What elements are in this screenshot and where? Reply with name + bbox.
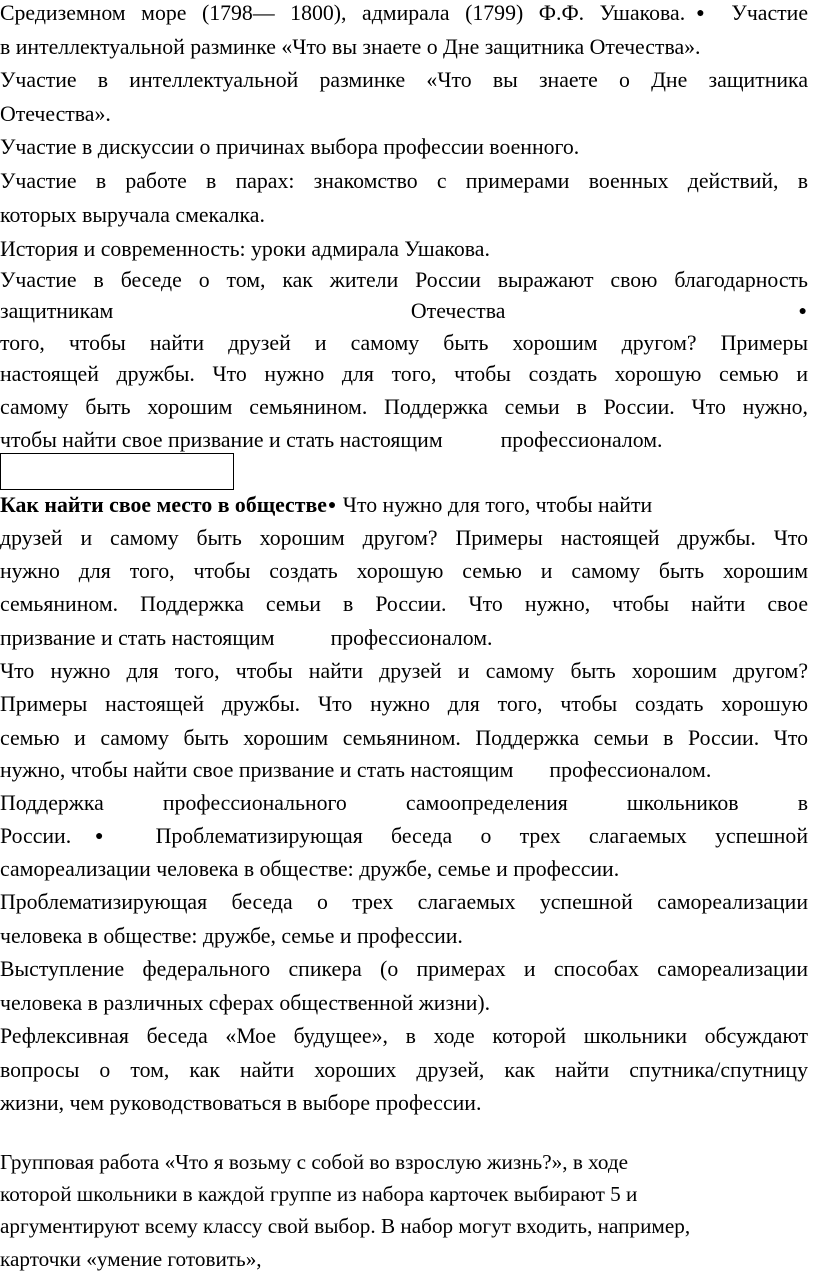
text-run: Проблематизирующая беседа о трех слагаемых успешной самореализации: [0, 890, 808, 914]
text-line: [0, 263, 808, 297]
text-run: самореализации человека в обществе: дружбе, семье и профессии.: [0, 857, 620, 881]
text-run: Участие в беседе о том, как жители России выражают свою благодарность: [0, 268, 808, 292]
text-run: которых выручала смекалка.: [0, 203, 265, 227]
text-line: [0, 852, 808, 886]
text-line: [0, 357, 808, 391]
text-line: [0, 294, 808, 328]
text-line: [0, 521, 808, 555]
text-run: Поддержка профессионального самоопределения школьников в: [0, 791, 808, 815]
text-line: [0, 198, 808, 232]
text-line: [0, 1209, 808, 1243]
text-run: жизни, чем руководствоваться в выборе профессии.: [0, 1091, 482, 1115]
text-run: Рефлексивная беседа «Мое будущее», в ходе которой школьники обсуждают: [0, 1024, 808, 1048]
text-line: [0, 1145, 808, 1179]
text-run: Участие в работе в парах: знакомство с примерами военных действий, в: [0, 169, 808, 193]
text-line: [0, 63, 808, 97]
text-line: [0, 97, 808, 131]
text-run: друзей и самому быть хорошим другом? Примеры настоящей дружбы. Что: [0, 526, 808, 550]
text-run: настоящей дружбы. Что нужно для того, чтобы создать хорошую семью и: [0, 362, 808, 386]
text-run: нужно, чтобы найти свое призвание и стать настоящим: [0, 758, 514, 782]
text-run: Проблематизирующая беседа о трех слагаемых успешной: [127, 824, 808, 848]
text-line: [0, 0, 808, 30]
text-line: [0, 654, 808, 688]
bullet-icon: ●: [506, 304, 807, 319]
text-run: Отечества».: [0, 102, 111, 126]
text-line: [0, 1053, 808, 1087]
text-line: [0, 164, 808, 198]
text-run: России.: [0, 824, 72, 848]
text-line: [0, 621, 808, 655]
text-line: [0, 687, 808, 721]
empty-table-cell: [0, 453, 234, 490]
text-run: аргументируют всему классу свой выбор. В набор могут входить, например,: [0, 1214, 691, 1238]
text-run: профессионалом.: [330, 626, 493, 650]
text-line: [0, 1242, 808, 1276]
text-run: человека в различных сферах общественной жизни).: [0, 991, 491, 1015]
text-line: [0, 390, 808, 424]
text-line: [0, 1019, 808, 1053]
text-line: [0, 587, 808, 621]
text-run: семью и самому быть хорошим семьянином. Поддержка семьи в России. Что: [0, 726, 808, 750]
text-run: Участие в интеллектуальной разминке «Что вы знаете о Дне защитника: [0, 68, 808, 92]
text-run: карточки «умение готовить»,: [0, 1247, 262, 1271]
text-run: самому быть хорошим семьянином. Поддержка семьи в России. Что нужно,: [0, 395, 808, 419]
bullet-icon: ●: [686, 6, 715, 21]
text-run: профессионалом.: [549, 758, 712, 782]
text-run: семьянином. Поддержка семьи в России. Что нужно, чтобы найти свое: [0, 592, 808, 616]
text-line: [0, 952, 808, 986]
text-line: [0, 919, 808, 953]
text-run: нужно для того, чтобы создать хорошую семью и самому быть хорошим: [0, 559, 808, 583]
text-line: [0, 721, 808, 755]
text-run: профессионалом.: [500, 428, 663, 452]
text-line: [0, 554, 808, 588]
text-line: [0, 1086, 808, 1120]
text-run: защитникам: [0, 299, 114, 323]
text-run: Выступление федерального спикера (о примерах и способах самореализации: [0, 957, 808, 981]
text-run: которой школьники в каждой группе из набора карточек выбирают 5 и: [0, 1182, 638, 1206]
text-line: [0, 753, 808, 787]
bullet-icon: ●: [72, 829, 127, 844]
text-line: [0, 1177, 808, 1211]
bullet-icon: ●: [327, 498, 337, 513]
text-line: [0, 232, 808, 266]
text-run: в интеллектуальной разминке «Что вы знаете о Дне защитника Отечества».: [0, 35, 701, 59]
text-line: [0, 130, 808, 164]
section-heading: Как найти свое место в обществе: [0, 493, 327, 517]
text-run: Участие: [715, 1, 808, 25]
text-run: Примеры настоящей дружбы. Что нужно для того, чтобы создать хорошую: [0, 692, 808, 716]
text-line: [0, 786, 808, 820]
text-run: чтобы найти свое призвание и стать настоящим: [0, 428, 443, 452]
text-run: Отечества: [410, 299, 506, 323]
text-run: История и современность: уроки адмирала Ушакова.: [0, 237, 490, 261]
text-line: [0, 30, 808, 64]
text-run: Средиземном море (1798— 1800), адмирала (1799) Ф.Ф. Ушакова.: [0, 1, 686, 25]
text-run: призвание и стать настоящим: [0, 626, 275, 650]
text-line: [0, 819, 808, 853]
text-run: Что нужно для того, чтобы найти друзей и самому быть хорошим другом?: [0, 659, 808, 683]
text-run: того, чтобы найти друзей и самому быть хорошим другом? Примеры: [0, 331, 808, 355]
text-line: [0, 423, 808, 457]
text-line: [0, 885, 808, 919]
text-run: человека в обществе: дружбе, семье и профессии.: [0, 924, 463, 948]
text-line: [0, 986, 808, 1020]
text-run: вопросы о том, как найти хороших друзей, как найти спутника/спутницу: [0, 1058, 808, 1082]
text-line: [0, 326, 808, 360]
text-run: Что нужно для того, чтобы найти: [337, 493, 653, 517]
text-run: Групповая работа «Что я возьму с собой во взрослую жизнь?», в ходе: [0, 1150, 629, 1174]
text-run: Участие в дискуссии о причинах выбора профессии военного.: [0, 135, 580, 159]
text-line: [0, 488, 808, 522]
